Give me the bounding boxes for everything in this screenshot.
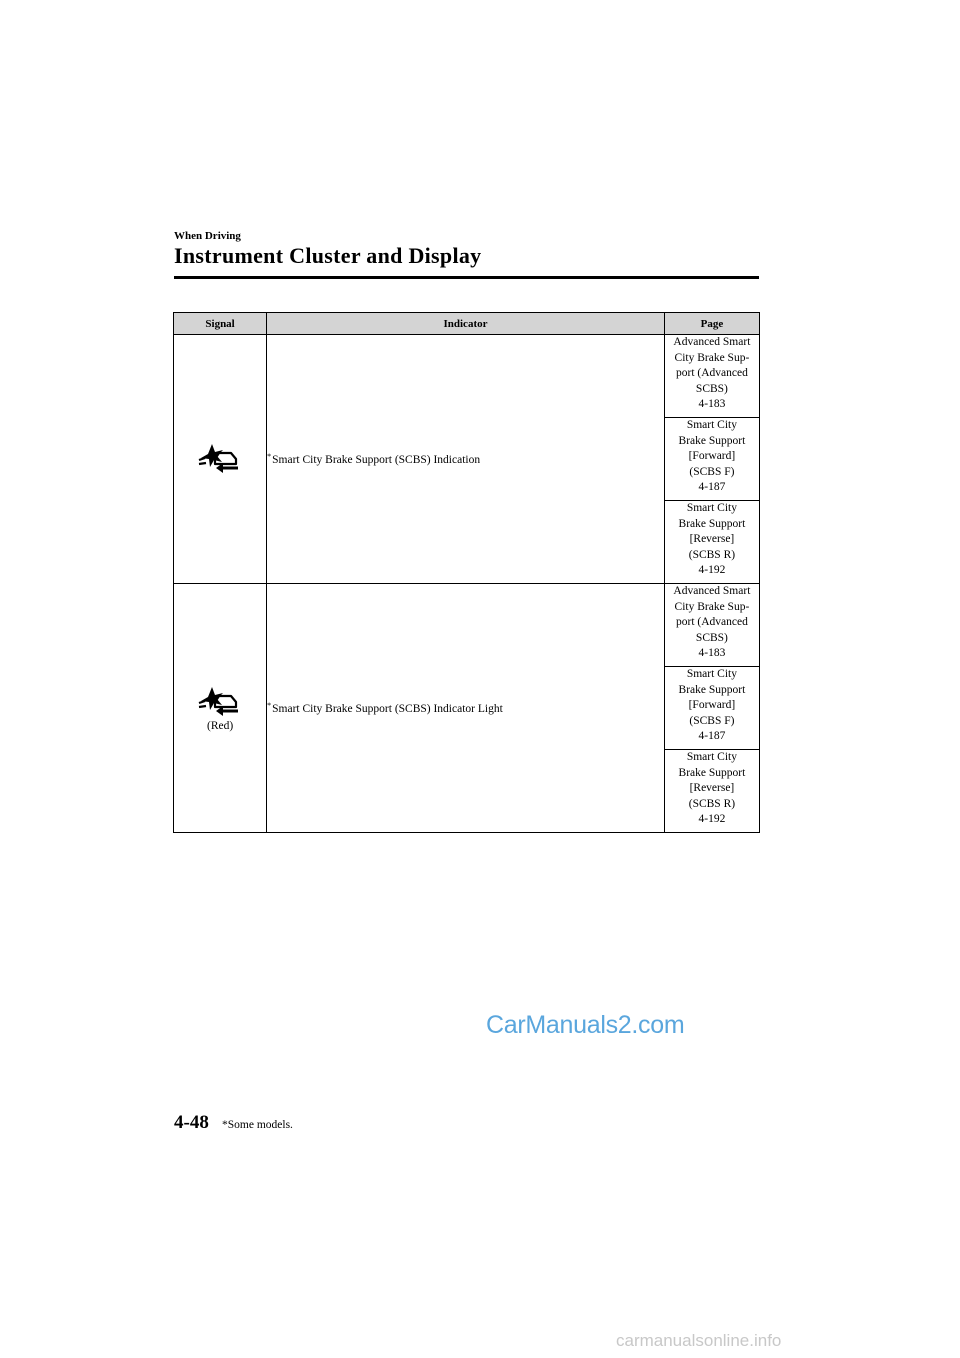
- signal-caption: (Red): [206, 719, 234, 732]
- page-ref-line: Brake Support: [678, 434, 746, 447]
- page-ref-line: (SCBS R): [688, 548, 736, 561]
- page-ref-line: Advanced Smart: [673, 585, 751, 597]
- indicator-cell: [267, 584, 665, 833]
- title-rule: [174, 276, 759, 279]
- indicator-cell: [267, 335, 665, 584]
- indicator-text: Smart City Brake Support (SCBS) Indicator Light: [272, 703, 503, 715]
- asterisk-mark: *: [267, 452, 272, 461]
- page-ref-cell: [664, 667, 759, 750]
- page-ref-line: port (Advanced: [675, 367, 748, 379]
- page-number: 4-48: [174, 1112, 209, 1133]
- table-row: [174, 584, 760, 667]
- page-ref-line: Brake Support: [678, 683, 746, 696]
- page-ref-line: SCBS): [695, 382, 728, 395]
- table-row: [174, 335, 760, 418]
- page-ref-number: 4-192: [698, 813, 726, 825]
- header-page: Page: [664, 313, 759, 335]
- indicator-text: Smart City Brake Support (SCBS) Indication: [272, 454, 481, 466]
- table-header-row: [174, 313, 760, 335]
- header-signal: Signal: [174, 313, 267, 335]
- signal-cell: [174, 335, 267, 584]
- signal-cell: [174, 584, 267, 833]
- page-ref-line: Brake Support: [678, 766, 746, 779]
- watermark-site: carmanualsonline.info: [616, 1331, 782, 1350]
- page-ref-cell: [664, 750, 759, 833]
- page-ref-line: Smart City: [686, 502, 737, 514]
- page-ref-line: (SCBS R): [688, 797, 736, 810]
- watermark-logo: CarManuals2.com: [486, 1011, 685, 1039]
- page-ref-number: 4-187: [698, 730, 726, 742]
- page-ref-line: [Reverse]: [689, 533, 735, 545]
- page-ref-number: 4-183: [698, 398, 726, 410]
- signal-table: [173, 312, 760, 833]
- page-ref-line: Smart City: [686, 751, 737, 763]
- header-indicator: Indicator: [267, 313, 665, 335]
- page-ref-line: [Forward]: [688, 699, 736, 711]
- page-ref-cell: [664, 584, 759, 667]
- page-ref-line: port (Advanced: [675, 616, 748, 628]
- scbs-indication-icon: [198, 442, 242, 476]
- page-ref-cell: [664, 418, 759, 501]
- section-label: When Driving: [174, 230, 241, 242]
- page-ref-line: SCBS): [695, 631, 728, 644]
- page-title: Instrument Cluster and Display: [174, 243, 482, 268]
- page-ref-line: (SCBS F): [689, 465, 735, 478]
- page-ref-line: City Brake Sup-: [674, 351, 750, 364]
- page-ref-cell: [664, 335, 759, 418]
- page-ref-line: (SCBS F): [689, 714, 735, 727]
- page-ref-line: City Brake Sup-: [674, 600, 750, 613]
- page-ref-line: [Reverse]: [689, 782, 735, 794]
- page-ref-line: Smart City: [686, 668, 737, 680]
- page-ref-line: Smart City: [686, 419, 737, 431]
- page-ref-number: 4-192: [698, 564, 726, 576]
- page-ref-line: Brake Support: [678, 517, 746, 530]
- page-ref-number: 4-187: [698, 481, 726, 493]
- page-ref-cell: [664, 501, 759, 584]
- asterisk-mark: *: [267, 701, 272, 710]
- page-ref-number: 4-183: [698, 647, 726, 659]
- page-ref-line: Advanced Smart: [673, 336, 751, 348]
- page-ref-line: [Forward]: [688, 450, 736, 462]
- footnote: *Some models.: [222, 1119, 293, 1131]
- scbs-indicator-light-icon: [198, 685, 242, 719]
